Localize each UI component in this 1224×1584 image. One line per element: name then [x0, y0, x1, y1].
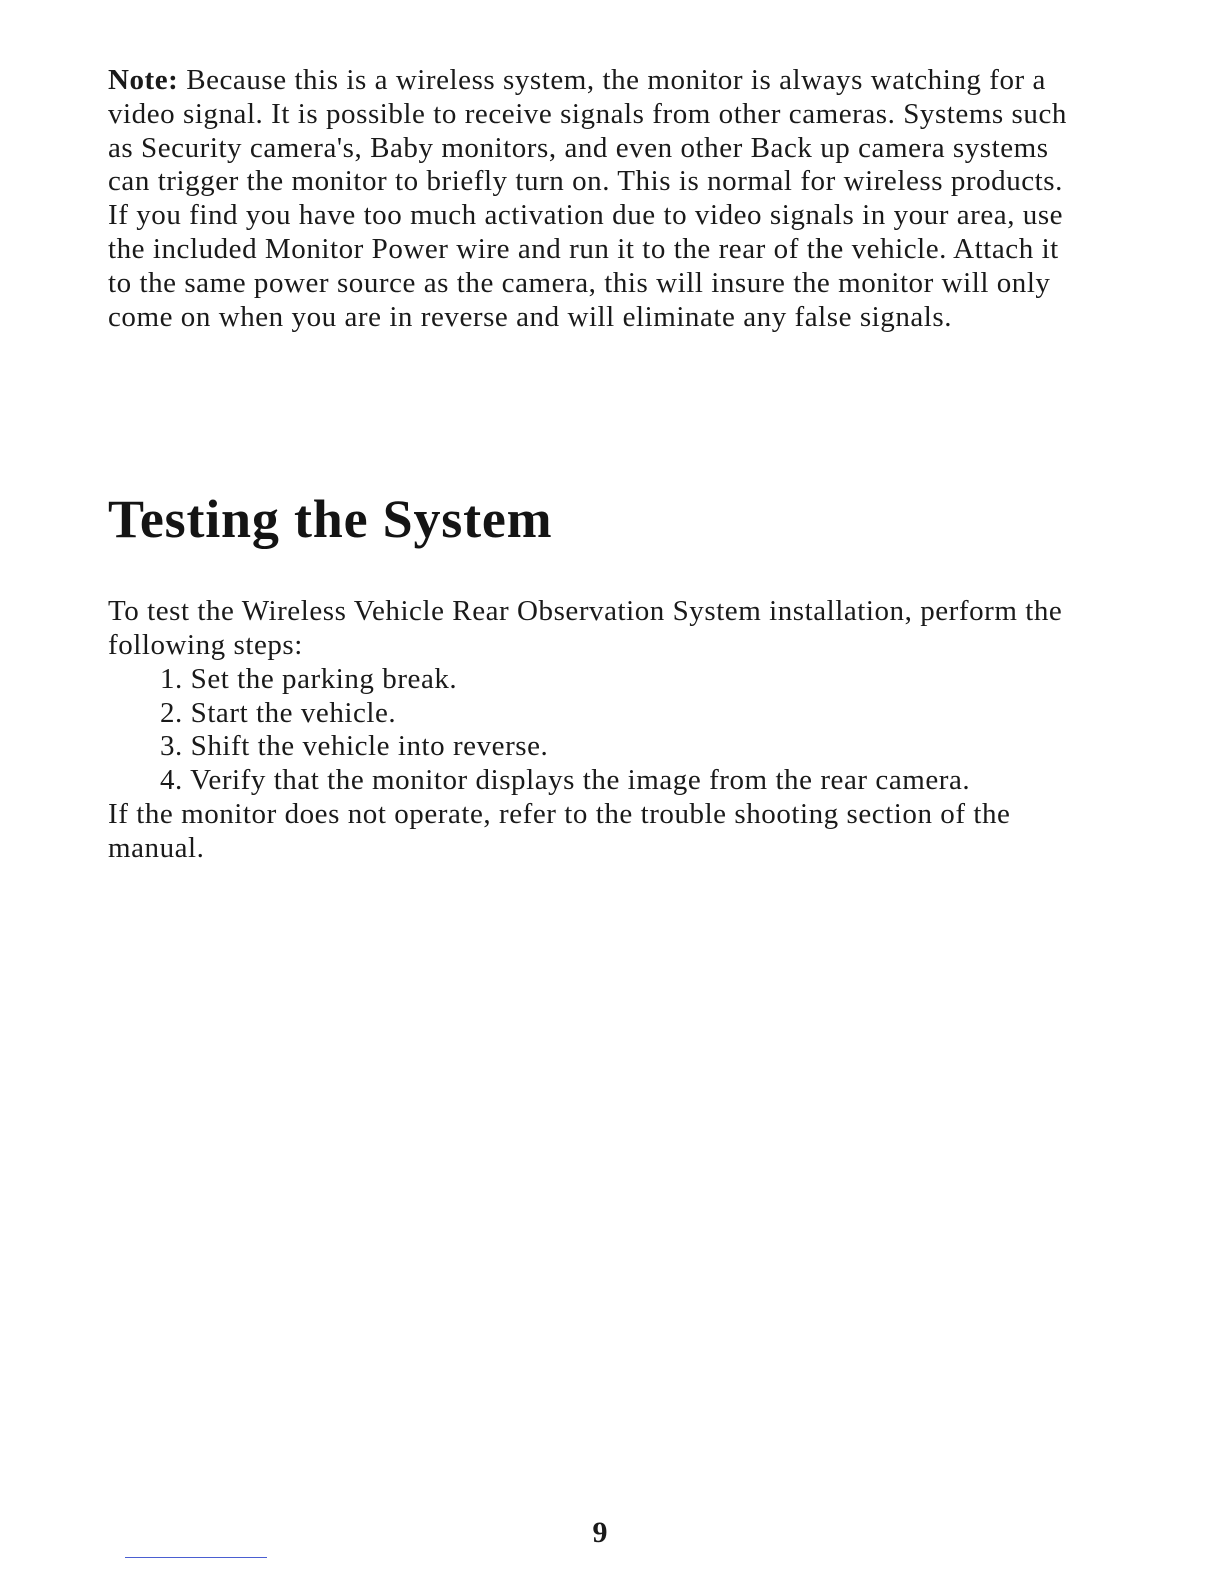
step-item: 3. Shift the vehicle into reverse. — [160, 730, 549, 763]
intro-paragraph: To test the Wireless Vehicle Rear Observation System installation, perform the following steps: — [108, 595, 1063, 661]
step-item: 2. Start the vehicle. — [160, 696, 397, 729]
troubleshooting-paragraph: If the monitor does not operate, refer to the trouble shooting section of the manual. — [108, 798, 1011, 864]
steps-list — [108, 663, 1068, 797]
step-item: 4. Verify that the monitor displays the image from the rear camera. — [160, 763, 971, 796]
page-number: 9 — [592, 1516, 608, 1549]
note-paragraph — [108, 64, 1068, 334]
section-heading: Testing the System — [108, 489, 553, 549]
note-label: Note: — [108, 64, 179, 96]
step-item: 1. Set the parking break. — [160, 663, 458, 695]
note-text: Because this is a wireless system, the monitor is always watching for a video signal. It is possible to receive signals from other cameras. Systems such as Security camera's, Baby monitors, and even other Back up camera systems can trigger the monitor to briefly turn on. This is normal for wireless products. If you find you have too much activation due to video signals in your area, use the included Monitor Power wire and run it to the rear of the vehicle. Attach it to the same power source as the camera, this will insure the monitor will only come on when you are in reverse and will eliminate any false signals. — [108, 64, 1067, 333]
footer-rule — [125, 1557, 267, 1558]
